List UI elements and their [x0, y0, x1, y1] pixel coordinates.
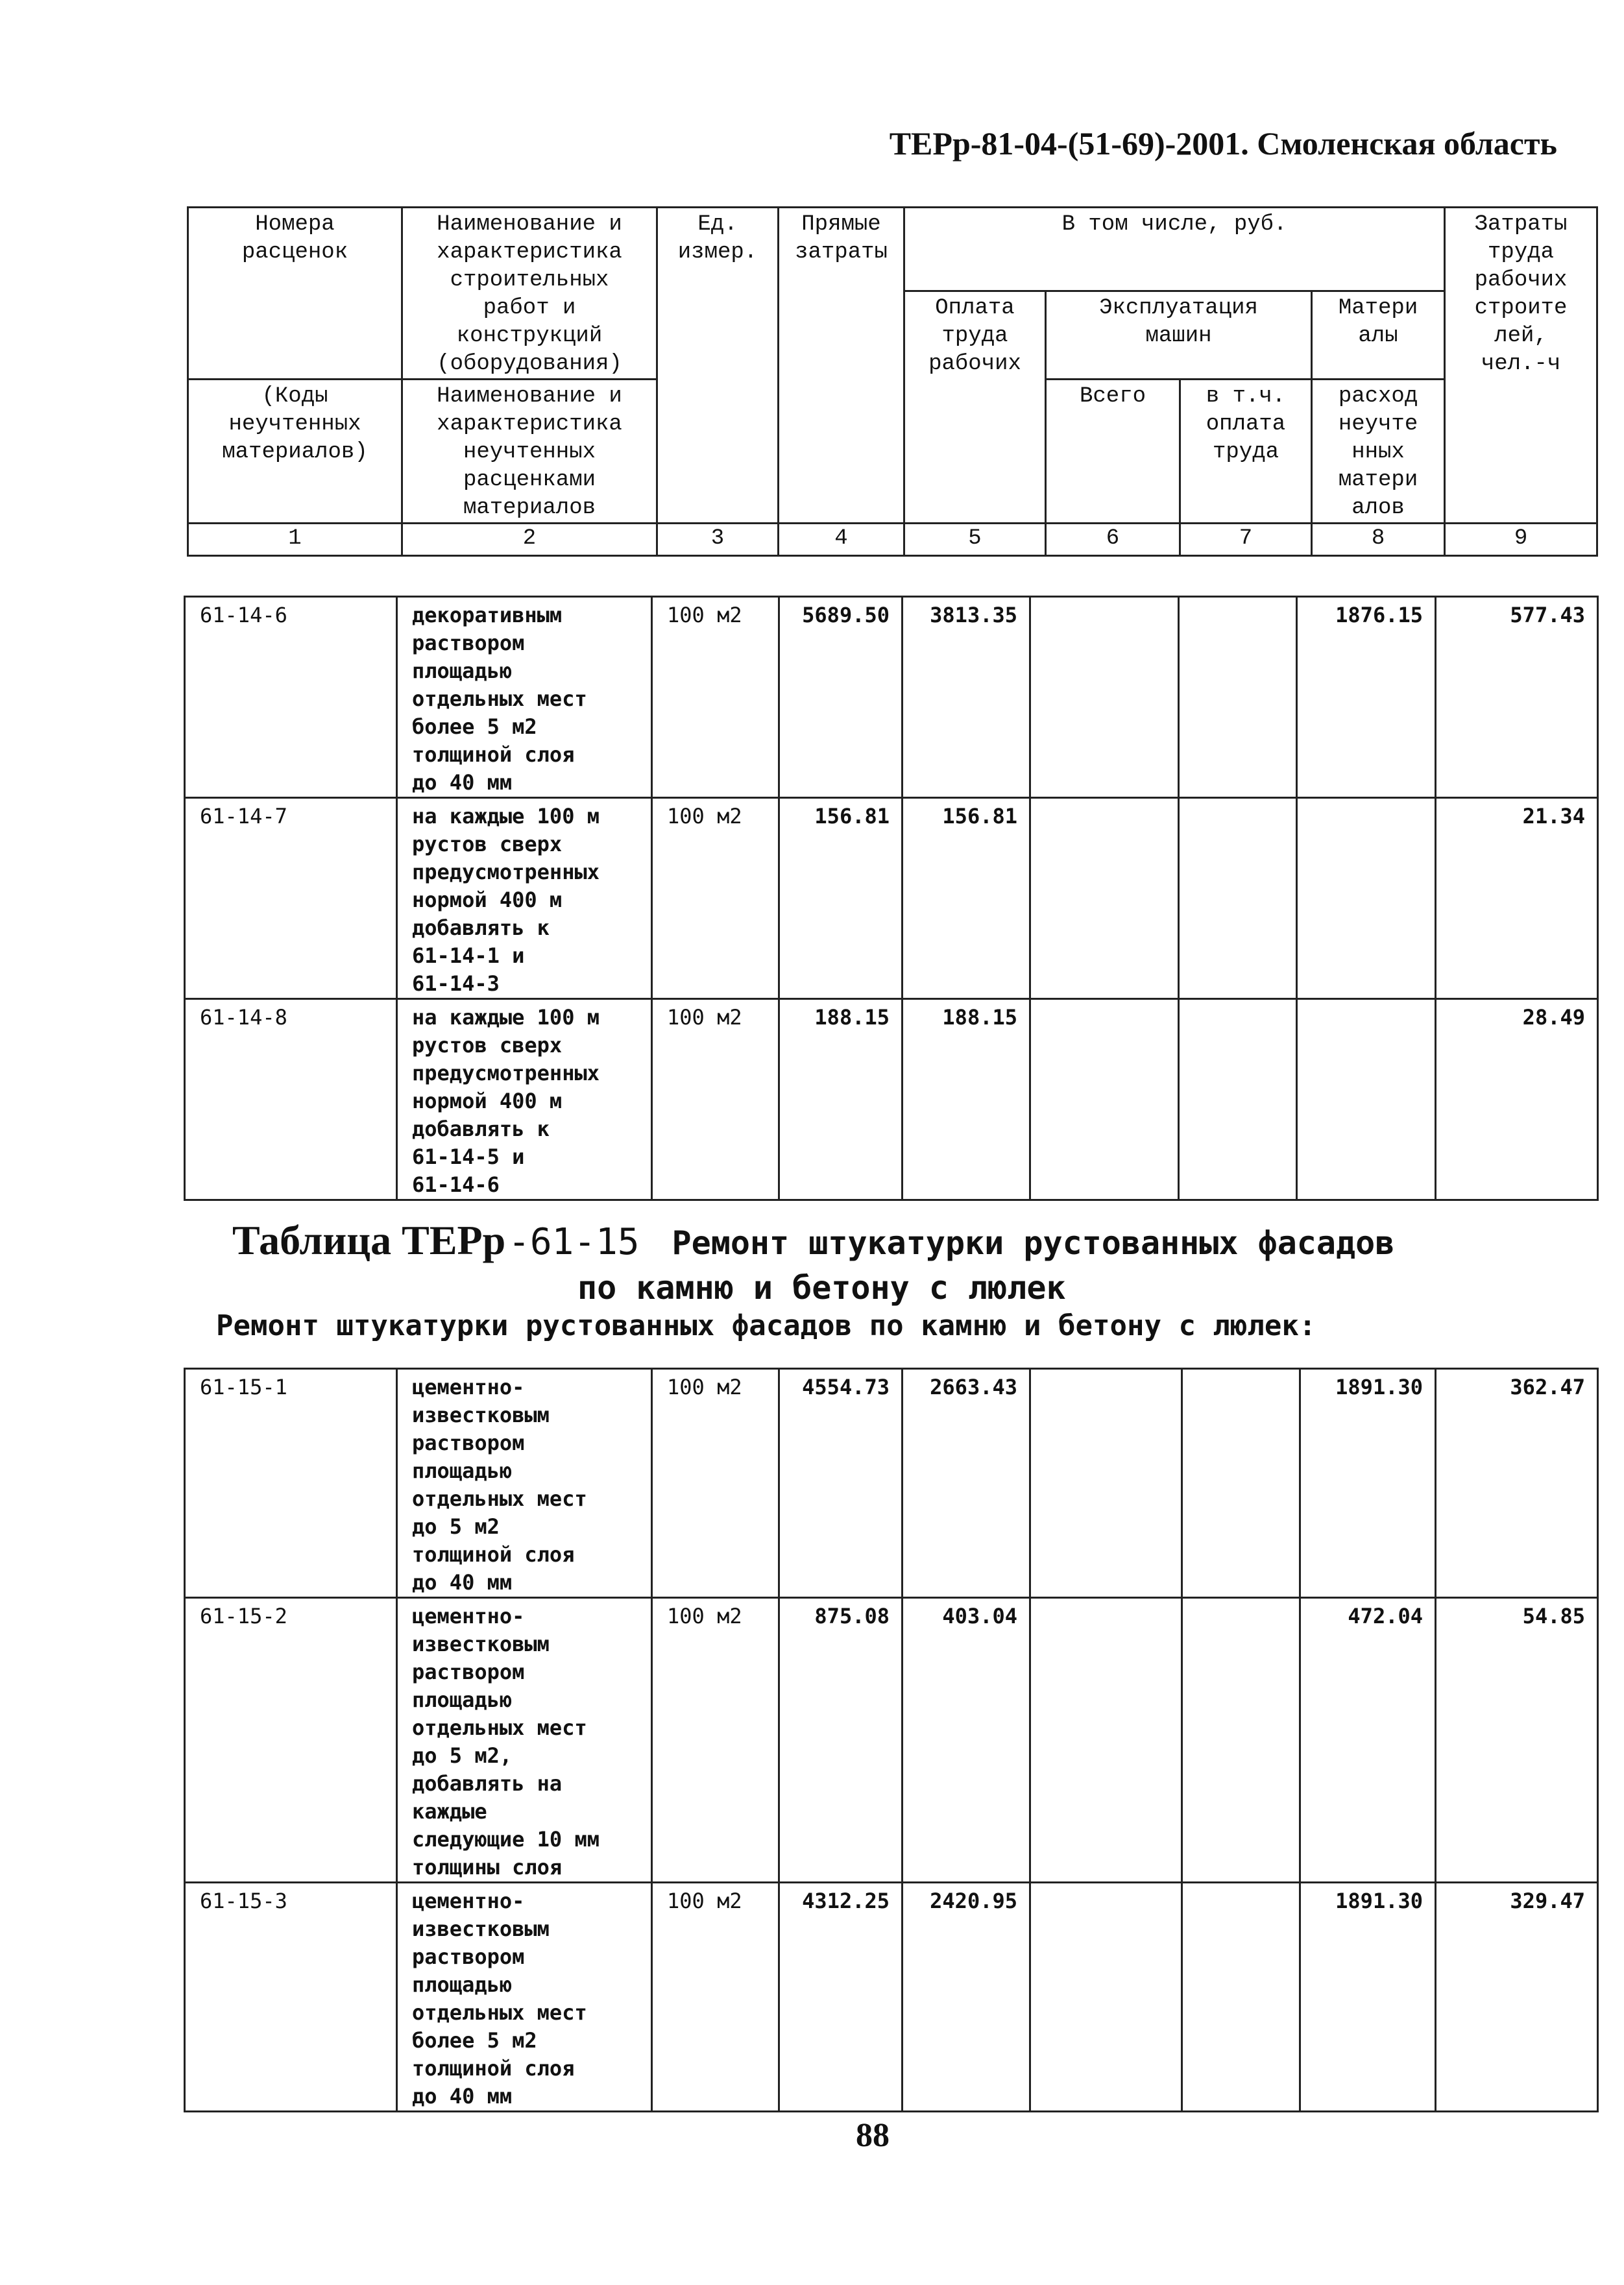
col-number-6: 6: [1046, 524, 1180, 556]
work-description: на каждые 100 м рустов сверх предусмотренных нормой 400 м добавлять к 61-14-1 и 61-14-3: [397, 798, 652, 999]
direct-costs: 875.08: [779, 1598, 903, 1883]
labor-hours: 577.43: [1436, 597, 1598, 798]
rate-code: 61-14-6: [185, 597, 397, 798]
materials-cost: [1297, 798, 1436, 999]
rates-table-continued: [184, 596, 1599, 1201]
labor-pay: 156.81: [903, 798, 1030, 999]
col-number-1: 1: [188, 524, 402, 556]
labor-hours: 21.34: [1436, 798, 1598, 999]
machines-labor: [1179, 798, 1297, 999]
table-row: [185, 999, 1598, 1200]
rate-code: 61-15-3: [185, 1883, 397, 2112]
direct-costs: 4554.73: [779, 1369, 903, 1598]
page-number: 88: [856, 2117, 890, 2154]
machines-labor: [1182, 1883, 1300, 2112]
machines-labor: [1182, 1369, 1300, 1598]
materials-cost: 1891.30: [1300, 1369, 1436, 1598]
machines-labor: [1179, 999, 1297, 1200]
section-title: [232, 1216, 1394, 1264]
direct-costs: 156.81: [779, 798, 903, 999]
work-description: цементно- известковым раствором площадью отдельных мест до 5 м2, добавлять на каждые следующие 10 мм толщины слоя: [397, 1598, 652, 1883]
labor-pay: 3813.35: [903, 597, 1030, 798]
col-number-8: 8: [1312, 524, 1445, 556]
col-material-names-header: Наименование и характеристика неучтенных расценками материалов: [402, 380, 657, 524]
materials-cost: 1891.30: [1300, 1883, 1436, 2112]
col-number-7: 7: [1180, 524, 1312, 556]
machines-total: [1030, 1369, 1182, 1598]
work-description: цементно- известковым раствором площадью отдельных мест более 5 м2 толщиной слоя до 40 мм: [397, 1883, 652, 2112]
rate-code: 61-14-8: [185, 999, 397, 1200]
col-number-4: 4: [779, 524, 904, 556]
col-number-3: 3: [657, 524, 779, 556]
labor-hours: 54.85: [1436, 1598, 1598, 1883]
col-machines-header: Эксплуатация машин: [1046, 291, 1312, 380]
materials-cost: 472.04: [1300, 1598, 1436, 1883]
direct-costs: 188.15: [779, 999, 903, 1200]
labor-hours: 362.47: [1436, 1369, 1598, 1598]
materials-cost: 1876.15: [1297, 597, 1436, 798]
col-direct-costs-header: Прямые затраты: [779, 208, 904, 524]
col-materials-usage-header: расход неучте нных матери алов: [1312, 380, 1445, 524]
col-rate-number-header: Номера расценок: [188, 208, 402, 291]
rates-table-61-15: [184, 1368, 1599, 2112]
col-machines-total-header: Всего: [1046, 380, 1180, 524]
table-number: -61-15: [508, 1221, 640, 1263]
col-labor-pay-header: Оплата труда рабочих: [904, 291, 1046, 524]
direct-costs: 5689.50: [779, 597, 903, 798]
table-row: [185, 1883, 1598, 2112]
document-header-title: ТЕРр-81-04-(51-69)-2001. Смоленская область: [889, 125, 1557, 162]
labor-pay: 188.15: [903, 999, 1030, 1200]
unit-of-measure: 100 м2: [652, 597, 779, 798]
col-material-codes-header: (Коды неучтенных материалов): [188, 380, 402, 524]
table-row: [185, 798, 1598, 999]
table-label: Таблица ТЕРр: [232, 1217, 506, 1263]
machines-total: [1030, 597, 1179, 798]
work-description: декоративным раствором площадью отдельных мест более 5 м2 толщиной слоя до 40 мм: [397, 597, 652, 798]
labor-hours: 329.47: [1436, 1883, 1598, 2112]
rate-code: 61-15-1: [185, 1369, 397, 1598]
col-labor-hours-header: Затраты труда рабочих строите лей, чел.-ч: [1445, 208, 1597, 524]
col-number-5: 5: [904, 524, 1046, 556]
work-description: на каждые 100 м рустов сверх предусмотренных нормой 400 м добавлять к 61-14-5 и 61-14-6: [397, 999, 652, 1200]
table-title-line-2: по камню и бетону с люлек: [577, 1269, 1066, 1307]
unit-of-measure: 100 м2: [652, 798, 779, 999]
col-name-header: Наименование и характеристика строительных работ и конструкций (оборудования): [402, 208, 657, 380]
col-number-2: 2: [402, 524, 657, 556]
machines-total: [1030, 1598, 1182, 1883]
table-subheading: Ремонт штукатурки рустованных фасадов по камню и бетону с люлек:: [216, 1309, 1316, 1342]
col-machines-labor-header: в т.ч. оплата труда: [1180, 380, 1312, 524]
direct-costs: 4312.25: [779, 1883, 903, 2112]
col-materials-header: Матери алы: [1312, 291, 1445, 380]
col-unit-header: Ед. измер.: [657, 208, 779, 524]
unit-of-measure: 100 м2: [652, 999, 779, 1200]
table-row: [185, 1369, 1598, 1598]
machines-labor: [1179, 597, 1297, 798]
rate-code: 61-15-2: [185, 1598, 397, 1883]
work-description: цементно- известковым раствором площадью отдельных мест до 5 м2 толщиной слоя до 40 мм: [397, 1369, 652, 1598]
col-group-header: В том числе, руб.: [904, 208, 1445, 291]
machines-total: [1030, 1883, 1182, 2112]
unit-of-measure: 100 м2: [652, 1883, 779, 2112]
labor-hours: 28.49: [1436, 999, 1598, 1200]
unit-of-measure: 100 м2: [652, 1369, 779, 1598]
machines-total: [1030, 999, 1179, 1200]
materials-cost: [1297, 999, 1436, 1200]
col-number-9: 9: [1445, 524, 1597, 556]
rate-code: 61-14-7: [185, 798, 397, 999]
table-row: [185, 597, 1598, 798]
labor-pay: 2420.95: [903, 1883, 1030, 2112]
labor-pay: 2663.43: [903, 1369, 1030, 1598]
unit-of-measure: 100 м2: [652, 1598, 779, 1883]
labor-pay: 403.04: [903, 1598, 1030, 1883]
machines-labor: [1182, 1598, 1300, 1883]
machines-total: [1030, 798, 1179, 999]
table-row: [185, 1598, 1598, 1883]
column-header-table: [187, 206, 1598, 557]
table-title-line-1: Ремонт штукатурки рустованных фасадов: [672, 1224, 1395, 1262]
